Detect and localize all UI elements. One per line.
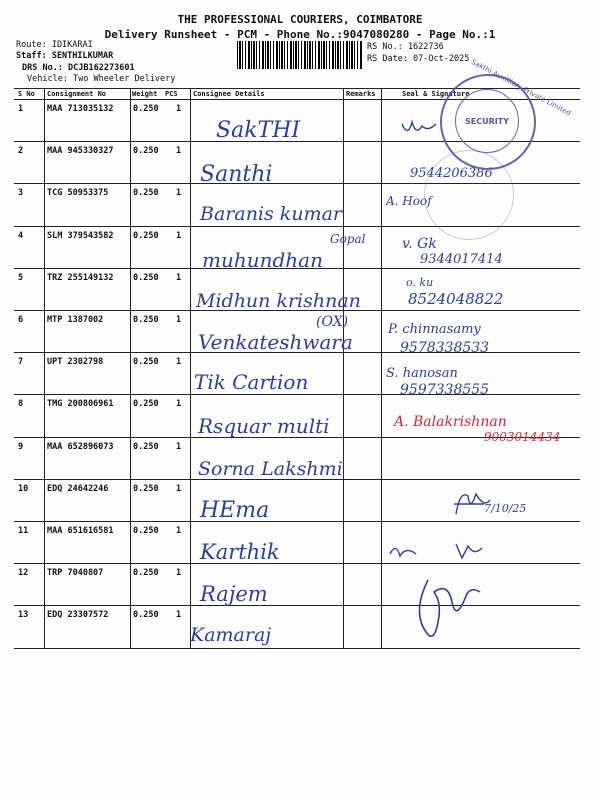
handwritten-name: Santhi <box>200 162 273 187</box>
row-sno: 10 <box>18 483 29 494</box>
row-consignment: TRZ 255149132 <box>47 272 114 283</box>
row-weight: 0.250 <box>133 568 159 579</box>
handwritten-name: Karthik <box>200 540 280 564</box>
row-weight: 0.250 <box>133 104 159 114</box>
handwritten-name: SakTHI <box>216 118 301 143</box>
row-sno: 2 <box>18 146 24 157</box>
row-pcs: 1 <box>176 188 182 199</box>
row-consignment: TMG 200806961 <box>47 399 114 410</box>
row-sno: 4 <box>18 230 24 241</box>
col-header-remarks: Remarks <box>346 90 376 98</box>
handwritten-phone: 9344017414 <box>420 252 503 267</box>
handwritten-phone: 9544206386 <box>410 166 493 181</box>
row-sno: 6 <box>18 315 24 325</box>
row-consignment: MAA 651616581 <box>47 526 114 536</box>
handwritten-name: Midhun krishnan <box>196 290 361 312</box>
row-divider <box>14 605 580 606</box>
signature: P. chinnasamy <box>388 322 481 337</box>
row-pcs: 1 <box>176 104 182 114</box>
drs-number: DRS No.: DCJB162273601 <box>22 63 135 73</box>
row-pcs: 1 <box>176 399 182 410</box>
row-weight: 0.250 <box>133 272 159 283</box>
handwritten-phone: 9578338533 <box>400 340 490 356</box>
route-label: Route: IDIKARAI <box>16 40 93 50</box>
rs-number: RS No.: 1622736 <box>367 42 444 52</box>
handwritten-phone: 8524048822 <box>408 290 504 308</box>
signature-scribble <box>408 572 488 652</box>
signature: S. hanosan <box>386 366 458 381</box>
row-consignment: MAA 652896073 <box>47 441 114 452</box>
row-weight: 0.250 <box>133 230 159 241</box>
signature: A. Balakrishnan <box>394 414 507 430</box>
row-pcs: 1 <box>176 526 182 536</box>
row-sno: 13 <box>18 610 29 621</box>
signature: v. Gk <box>402 236 437 252</box>
row-weight: 0.250 <box>133 441 159 452</box>
row-sno: 9 <box>18 441 24 452</box>
signature: 7/10/25 <box>484 502 527 515</box>
row-divider <box>14 648 580 649</box>
row-consignment: SLM 379543582 <box>47 230 114 241</box>
signature: o. ku <box>406 276 434 289</box>
handwritten-name: Sorna Lakshmi <box>198 458 343 480</box>
signature-scribble <box>450 486 494 522</box>
handwritten-phone: 9597338555 <box>400 382 490 398</box>
row-consignment: TRP 7040807 <box>47 568 104 579</box>
handwritten-name: muhundhan <box>202 248 323 272</box>
row-weight: 0.250 <box>133 146 159 157</box>
col-header-consignee: Consignee Details <box>193 90 265 98</box>
col-header-pcs: PCS <box>165 90 178 98</box>
row-sno: 7 <box>18 357 24 368</box>
handwritten-name: Kamaraj <box>190 624 272 646</box>
row-sno: 3 <box>18 188 24 199</box>
row-consignment: MAA 945330327 <box>47 146 114 157</box>
col-header-weight: Weight <box>132 90 158 98</box>
row-divider <box>14 394 580 395</box>
row-weight: 0.250 <box>133 526 159 536</box>
handwritten-name: (OX) <box>316 314 349 330</box>
signature-scribble <box>400 116 440 140</box>
row-weight: 0.250 <box>133 188 159 199</box>
row-consignment: UPT 2302798 <box>47 357 104 368</box>
handwritten-name: Gopal <box>330 232 366 246</box>
row-consignment: TCG 50953375 <box>47 188 109 199</box>
security-stamp-ring: Sakthi Auxilliary Private Limited <box>469 57 573 118</box>
handwritten-name: HEma <box>200 498 270 523</box>
handwritten-name: Rsquar multi <box>198 414 330 438</box>
row-pcs: 1 <box>176 230 182 241</box>
handwritten-name: Rajem <box>200 582 268 606</box>
row-weight: 0.250 <box>133 315 159 325</box>
handwritten-name: Tik Cartion <box>194 370 309 394</box>
row-weight: 0.250 <box>133 610 159 621</box>
row-consignment: MAA 713035132 <box>47 104 114 114</box>
row-weight: 0.250 <box>133 483 159 494</box>
handwritten-name: Baranis kumar <box>200 203 342 225</box>
row-sno: 8 <box>18 399 24 410</box>
row-pcs: 1 <box>176 315 182 325</box>
col-header-consignment: Consignment No <box>47 90 107 98</box>
rs-date: RS Date: 07-Oct-2025 <box>367 54 470 64</box>
row-consignment: EDQ 23307572 <box>47 610 109 621</box>
security-stamp-center: SECURITY <box>465 117 509 126</box>
row-consignment: MTP 1387002 <box>47 315 104 325</box>
handwritten-name: Venkateshwara <box>198 330 353 354</box>
row-sno: 12 <box>18 568 29 579</box>
row-divider <box>14 521 580 522</box>
row-sno: 1 <box>18 104 24 114</box>
row-divider <box>14 563 580 564</box>
security-stamp <box>440 57 573 170</box>
row-pcs: 1 <box>176 483 182 494</box>
row-pcs: 1 <box>176 357 182 368</box>
row-pcs: 1 <box>176 568 182 579</box>
row-sno: 11 <box>18 526 29 536</box>
staff-label: Staff: SENTHILKUMAR <box>16 51 114 61</box>
company-title: THE PROFESSIONAL COURIERS, COIMBATORE <box>177 13 423 26</box>
signature: A. Hoof <box>386 194 432 208</box>
row-weight: 0.250 <box>133 357 159 368</box>
row-consignment: EDQ 24642246 <box>47 483 109 494</box>
col-header-sno: S No <box>18 90 35 98</box>
row-sno: 5 <box>18 272 24 283</box>
runsheet-subtitle: Delivery Runsheet - PCM - Phone No.:9047080280 - Page No.:1 <box>104 28 496 41</box>
row-pcs: 1 <box>176 272 182 283</box>
runsheet-barcode <box>237 41 363 69</box>
handwritten-phone: 9003014434 <box>484 430 561 444</box>
row-pcs: 1 <box>176 610 182 621</box>
row-pcs: 1 <box>176 146 182 157</box>
row-weight: 0.250 <box>133 399 159 410</box>
vehicle-label: Vehicle: Two Wheeler Delivery <box>27 74 176 84</box>
signature-scribble <box>386 538 486 564</box>
col-header-seal: Seal & Signature <box>402 90 470 98</box>
row-pcs: 1 <box>176 441 182 452</box>
